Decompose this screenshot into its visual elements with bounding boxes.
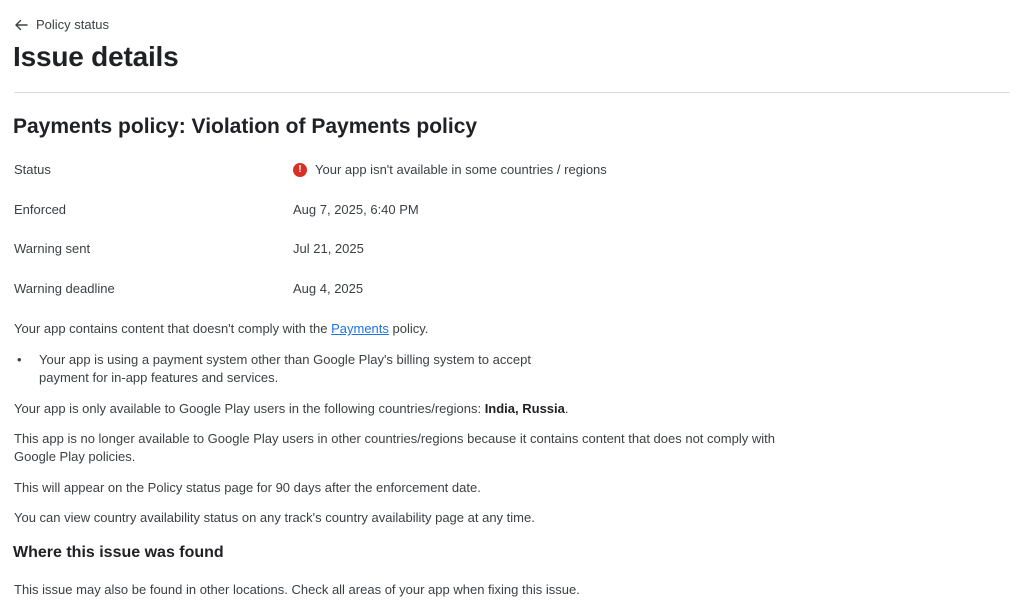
violation-list (14, 351, 559, 387)
found-paragraph: This issue may also be found in other locations. Check all areas of your app when fixing this issue. (14, 582, 580, 597)
found-heading: Where this issue was found (13, 544, 224, 561)
payments-policy-link[interactable]: Payments (331, 321, 389, 336)
availability-suffix: . (564, 401, 569, 416)
enforced-row (14, 200, 814, 220)
warning-deadline-row (14, 279, 814, 299)
status-row (14, 160, 814, 180)
availability-prefix: Your app is only available to Google Play users in the following countries/regions: (14, 401, 485, 416)
enforced-value: Aug 7, 2025, 6:40 PM (293, 202, 419, 217)
status-value-wrap (293, 162, 607, 177)
error-icon: ! (293, 163, 307, 177)
status-value: Your app isn't available in some countries / regions (315, 162, 607, 177)
issue-title: Payments policy: Violation of Payments policy (13, 115, 478, 138)
enforced-label: Enforced (14, 202, 67, 217)
list-item: • Your app is using a payment system other than Google Play's billing system to accept payment for in-app features and services. (14, 351, 559, 387)
arrow-left-icon (14, 18, 28, 32)
intro-paragraph (14, 320, 804, 338)
warning-sent-value: Jul 21, 2025 (293, 241, 364, 256)
warning-deadline-value: Aug 4, 2025 (293, 281, 364, 296)
status-label: Status (14, 162, 51, 177)
intro-suffix: policy. (388, 321, 429, 336)
availability-paragraph (14, 400, 804, 418)
header-divider (14, 92, 1010, 93)
back-link-label[interactable]: Policy status (36, 17, 109, 32)
unavailable-paragraph: This app is no longer available to Google Play users in other countries/regions because it contains content that does not comply with Google Play policies. (14, 431, 775, 464)
availability-countries: India, Russia (484, 401, 565, 416)
warning-sent-row (14, 239, 814, 259)
intro-prefix: Your app contains content that doesn't comply with the (14, 321, 332, 336)
view-status-paragraph: You can view country availability status on any track's country availability page at any time. (14, 510, 535, 525)
warning-sent-label: Warning sent (14, 241, 91, 256)
warning-deadline-label: Warning deadline (14, 281, 115, 296)
retention-paragraph: This will appear on the Policy status page for 90 days after the enforcement date. (14, 480, 481, 495)
back-link[interactable] (14, 17, 109, 32)
page-title: Issue details (13, 41, 179, 72)
